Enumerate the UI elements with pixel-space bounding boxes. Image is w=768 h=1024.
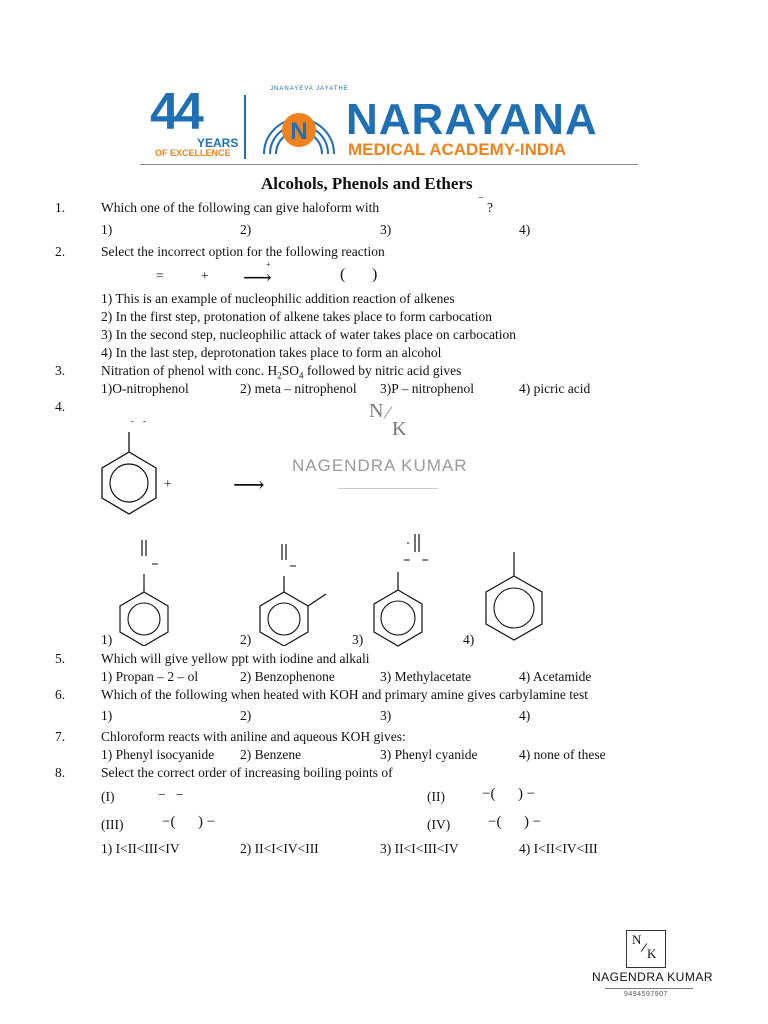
q2-reaction-paren-close: ) — [372, 266, 378, 283]
q3-sub2: 4 — [298, 370, 304, 381]
q2-reaction-arrow: ⟶ — [243, 267, 272, 289]
q4-dots: - - — [131, 416, 146, 426]
q3-sub1: 2 — [277, 370, 282, 381]
q4-reactant-benzene — [96, 428, 162, 516]
q2-option-2: 2) In the first step, protonation of alkene takes place to form carbocation — [101, 309, 492, 324]
emblem-arc-text: JNANAYEVA JAYATHE — [270, 86, 349, 92]
q4-option-2-structure — [254, 542, 334, 646]
q7-option-4: 4) none of these — [519, 747, 606, 762]
q8-item-i-expr: − − — [158, 787, 184, 802]
q8-item-i-label: (I) — [101, 789, 115, 804]
q2-option-3: 3) In the second step, nucleophilic attack of water takes place on carbocation — [101, 327, 516, 342]
q4-number: 4. — [55, 399, 66, 414]
q5-option-4: 4) Acetamide — [519, 669, 592, 684]
q3-option-3: 3)P – nitrophenol — [380, 381, 474, 396]
header-rule — [140, 164, 638, 165]
q1-option-1: 1) — [101, 222, 113, 237]
q4-option-1: 1) — [101, 632, 113, 647]
q8-item-iv-label: (IV) — [427, 817, 451, 832]
q1-tail: ? — [487, 200, 493, 215]
q8-option-2: 2) II<I<IV<III — [240, 841, 319, 856]
q2-number: 2. — [55, 244, 66, 259]
q8-item-iv-expr: −( ) − — [488, 814, 542, 830]
q2-reaction-plus: + — [201, 268, 209, 283]
q1-number: 1. — [55, 200, 66, 215]
q6-option-2: 2) — [240, 708, 252, 723]
q5-option-3: 3) Methylacetate — [380, 669, 472, 684]
q7-text: Chloroform reacts with aniline and aqueous KOH gives: — [101, 729, 406, 744]
q5-option-2: 2) Benzophenone — [240, 669, 335, 684]
years-number: 44 — [150, 83, 200, 141]
q5-number: 5. — [55, 651, 66, 666]
q4-option-4: 4) — [463, 632, 475, 647]
q6-option-1: 1) — [101, 708, 113, 723]
q4-plus: + — [164, 476, 172, 491]
page-title: Alcohols, Phenols and Ethers — [261, 174, 473, 193]
footer-phone: 9494597907 — [624, 991, 668, 998]
q6-option-3: 3) — [380, 708, 392, 723]
q2-reaction-paren-open: ( — [340, 266, 346, 283]
watermark-center-k: K — [392, 418, 407, 440]
footer-name: NAGENDRA KUMAR — [592, 970, 714, 984]
q8-item-iii-label: (III) — [101, 817, 124, 832]
q2-reaction-catalyst: + — [266, 260, 271, 269]
brand-sub: MEDICAL ACADEMY-INDIA — [348, 140, 567, 159]
footer-logo-k: K — [647, 946, 657, 961]
narayana-emblem-icon — [258, 88, 340, 160]
q2-text: Select the incorrect option for the following reaction — [101, 244, 385, 259]
watermark-center-n: N — [369, 400, 384, 422]
q7-option-1: 1) Phenyl isocyanide — [101, 747, 215, 762]
q1-text: Which one of the following can give haloform with — [101, 200, 380, 215]
q8-option-3: 3) II<I<III<IV — [380, 841, 459, 856]
footer-logo-n: N — [632, 932, 642, 947]
q3-option-4: 4) picric acid — [519, 381, 591, 396]
q1-option-3: 3) — [380, 222, 392, 237]
q8-option-1: 1) I<II<III<IV — [101, 841, 180, 856]
q3-option-1: 1)O-nitrophenol — [101, 381, 189, 396]
q2-option-1: 1) This is an example of nucleophilic addition reaction of alkenes — [101, 291, 455, 306]
q4-option-4-structure — [478, 550, 550, 642]
q6-text: Which of the following when heated with KOH and primary amine gives carbylamine test — [101, 687, 588, 702]
watermark-center-name: NAGENDRA KUMAR — [292, 456, 468, 475]
years-line2: OF EXCELLENCE — [155, 148, 231, 158]
q8-number: 8. — [55, 765, 66, 780]
brand-name: NARAYANA — [346, 95, 598, 144]
header-divider — [244, 95, 246, 159]
q4-arrow: ⟶ — [233, 472, 265, 497]
q2-reaction-eq: = — [156, 268, 164, 283]
q7-number: 7. — [55, 729, 66, 744]
q3-text — [101, 363, 461, 381]
q4-option-2: 2) — [240, 632, 252, 647]
q3-text-part2: SO — [281, 363, 299, 378]
q5-option-1: 1) Propan – 2 – ol — [101, 669, 199, 684]
q7-option-2: 2) Benzene — [240, 747, 302, 762]
q8-text: Select the correct order of increasing boiling points of — [101, 765, 393, 780]
q1-option-4: 4) — [519, 222, 531, 237]
q8-item-iii-expr: −( ) − — [162, 814, 216, 830]
q1-mark: − — [478, 193, 484, 204]
q6-number: 6. — [55, 687, 66, 702]
q8-item-ii-label: (II) — [427, 789, 445, 804]
years-line1: YEARS — [197, 136, 239, 150]
emblem-letter: N — [290, 118, 308, 145]
q8-item-ii-expr: −( ) − — [482, 786, 536, 802]
q6-option-4: 4) — [519, 708, 531, 723]
q3-number: 3. — [55, 363, 66, 378]
q1-option-2: 2) — [240, 222, 252, 237]
q3-text-part1: Nitration of phenol with conc. H — [101, 363, 278, 378]
q4-option-3: 3) — [352, 632, 364, 647]
q3-option-2: 2) meta – nitrophenol — [240, 381, 357, 396]
q4-option-3-structure — [366, 532, 436, 648]
q5-text: Which will give yellow ppt with iodine and alkali — [101, 651, 370, 666]
q7-option-3: 3) Phenyl cyanide — [380, 747, 478, 762]
footer-rule — [605, 988, 693, 989]
q2-option-4: 4) In the last step, deprotonation takes place to form an alcohol — [101, 345, 442, 360]
q8-option-4: 4) I<II<IV<III — [519, 841, 598, 856]
watermark-center-slash — [384, 406, 393, 418]
q4-option-1-structure — [112, 538, 172, 646]
watermark-center-rule — [338, 488, 438, 489]
q3-text-part3: followed by nitric acid gives — [303, 363, 462, 378]
